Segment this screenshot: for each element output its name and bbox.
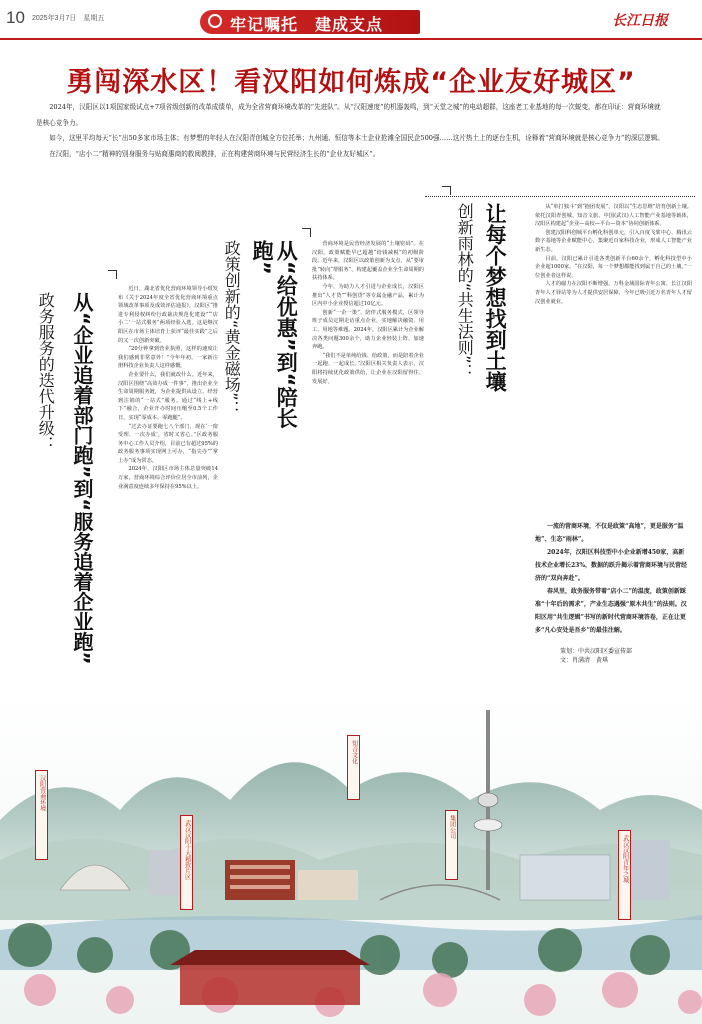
tower-building (150, 850, 180, 895)
article-paragraph: 目前，汉阳已累计引进各类创新平台60余个，孵化科技型中小企业超1000家。“在汉阳，每一个梦想都能找到属于自己的土壤。”一位创业者这样说。 (535, 255, 692, 279)
article-1-title: 从“企业追着部门跑”到“服务追着企业跑” (70, 292, 94, 665)
article-paragraph: 今年，为助力人才引进与企业成长，汉阳区推出“人才贷”“科创贷”等专属金融产品，累计为区内中小企业授信超过10亿元。 (312, 283, 424, 308)
intro-paragraph: 2024年，汉阳区以1项国家级试点+7项省级创新的改革成绩单，成为全省营商环境改革的“先进队”。从“汉阳速度”的机器轰鸣，到“天堂之城”的电动超群，这座老工业基地的每一次蜕变，都在印证：营商环境就是核心竞争力。 (36, 103, 661, 127)
corner-mark (442, 186, 451, 195)
dotted-divider (425, 196, 695, 197)
banner-emblem-icon (208, 14, 222, 28)
issue-date: 2025年3月7日 星期五 (32, 15, 105, 22)
article-2-subtitle: 政策创新的“黄金磁场”： (222, 240, 242, 417)
seal-stamp: 集团公司 (445, 810, 458, 880)
article-3-subtitle: 创新雨林的“共生法则”： (455, 203, 475, 380)
red-pavilion (180, 965, 360, 1005)
planner-credit: 策划：中共汉阳区委宣传部 (560, 649, 633, 655)
article-paragraph: 企业要什么，我们就改什么。近年来，汉阳区围绕“高效办成一件事”，推出企业全生命周期服务链，为企业提供从设立、经营到注销的“一站式”服务。通过“线上+线下”融合，企业开办时间压缩至0.5个工作日，实现“零成本、零跑腿”。 (118, 371, 218, 421)
writers-credit: 文：肖满清 黄琪 (560, 658, 609, 664)
hall-building (298, 870, 358, 900)
credits-block (560, 648, 632, 666)
corner-mark (108, 270, 117, 279)
article-paragraph: “过去办证要跑七八个部门，现在‘一窗受理、一次办成’，省时又省心。”区政务服务中心工作人员介绍，目前已有超过95%的政务服务事项实现网上可办，“指尖办”“掌上办”成为常态。 (118, 423, 218, 464)
article-1-body (118, 285, 218, 675)
page-headline: 勇闯深水区！看汉阳如何炼成“企业友好城区” (66, 67, 636, 98)
seal-stamp: 知音文化 (347, 735, 360, 800)
article-paragraph: 2024年，汉阳区市场主体总量突破14万家，营商环境综合评价位居全市前列，企业满意度连续多年保持在95%以上。 (118, 466, 218, 490)
article-paragraph: 近日，湖北省优化营商环境领导小组发布《关于2024年度全省优化营商环境重点领域改革事项及成效评估通报》，汉阳区“推进专利侵权纠纷行政裁决规范化建设”“‘店小二’一站式服务”两项经验入选。这是继汉阳区在市场主体培育上获评“最佳实践”之后的又一次创新突破。 (118, 286, 218, 344)
header-divider (0, 38, 702, 40)
modern-building (520, 855, 610, 900)
seal-stamp: 汉阳营商环境 (35, 770, 48, 860)
seal-stamp: 武汉汉阳十大精致片区 (180, 815, 193, 910)
section-banner-text: 牢记嘱托 建成支点 (230, 15, 384, 34)
article-paragraph: 从“单打独斗”到“抱团发展”，汉阳以“生态思维”培育创新土壤。依托汉阳青创城、知音文旅、中国(武汉)人工智能产业基地等载体，汉阳区构建起“企业—高校—平台—资本”协同创新体系。 (535, 204, 692, 228)
intro-paragraph: 如今，这里平均每天“长”出50多家市场主体；有梦想的年轻人在汉阳青创城全方位托举；九州通、恒信等本土企业抢滩全国民企500强……这片热土上的逐台生机，诠释着“营商环境就是核心竞争力”的深层逻辑。 (49, 134, 664, 142)
article-paragraph: “我们不是单纯给钱、给政策，而是陪着企业一起跑、一起成长。”汉阳区相关负责人表示，汉阳将持续优化政策供给，让企业在汉阳留得住、发展好。 (312, 352, 424, 385)
closing-paragraph: 一流的营商环境，不仅是政策“高地”，更是服务“温地”、生态“雨林”。 (535, 523, 684, 543)
article-paragraph: 创新“一企一策”、陪伴式服务模式，区领导班子成员定期走访重点企业，实地解决融资、用工、用地等难题。2024年，汉阳区累计为企业解决各类问题300余个，助力企业轻装上阵、加速奔跑。 (312, 309, 424, 351)
article-2-body (312, 240, 424, 680)
closing-paragraph: 2024年，汉阳区科技型中小企业新增450家，高新技术企业增长23%，数据的跃升揭示着营商环境与民营经济的“双向奔赴”。 (535, 549, 688, 582)
seal-stamp: 武汉汉阳青年之城 (618, 830, 631, 920)
article-2-title: 从“给优惠”到“陪长跑” (250, 240, 299, 429)
intro-paragraph: 在汉阳，“店小二”精神的别身服务与贴商惠商的救阅教排，正在构建营商环境与民营经济生长的“企业友好城区”。 (49, 149, 380, 158)
page-number: 10 (6, 8, 25, 27)
article-3-title: 让每个梦想找到土壤 (483, 203, 508, 392)
corner-mark (302, 228, 311, 237)
article-paragraph: 人才的磁力在汉阳不断增强。万科金域国际青年公寓、长江汉阳青年人才驿站等为人才提供安居保障，今年已吸引近万名青年人才留汉创业就业。 (535, 281, 692, 305)
closing-paragraph: 春风里，政务服务带着“店小二”的温度，政策创新踩准“十年后的需求”，产业生态遇强“原木共生”的法则。汉阳区用“共生逻辑”书写的新时代营商环境答卷，正在让更多“凡心安处是吾乡”的最佳注解。 (535, 588, 687, 634)
article-3-body (535, 203, 692, 511)
article-paragraph: “20分钟拿到营业执照，这样的速度让我们感到非常意外！”今年年初，一家新注册科技企业负责人这样感慨。 (118, 346, 218, 370)
article-1-subtitle: 政务服务的迭代升级： (36, 292, 56, 452)
closing-block (535, 520, 690, 637)
article-paragraph: 创建汉阳科创城平台孵化科创单元，引入百度飞桨中心、腾讯云数字基地等企业赋能中心，集聚近百家科技企业，形成人工智能产业新生态。 (535, 229, 692, 253)
article-paragraph: 营商环境是民营经济发展的“土壤密码”。在汉阳，政策赋能早已超越“给钱减税”的初级阶段。近年来，汉阳区以政策创新为支点，从“要审批”转向“帮服务”，构建起覆盖企业全生命周期的扶持体系。 (312, 241, 424, 282)
newspaper-logo: 长江日报 (612, 13, 668, 29)
intro-block (36, 100, 666, 162)
